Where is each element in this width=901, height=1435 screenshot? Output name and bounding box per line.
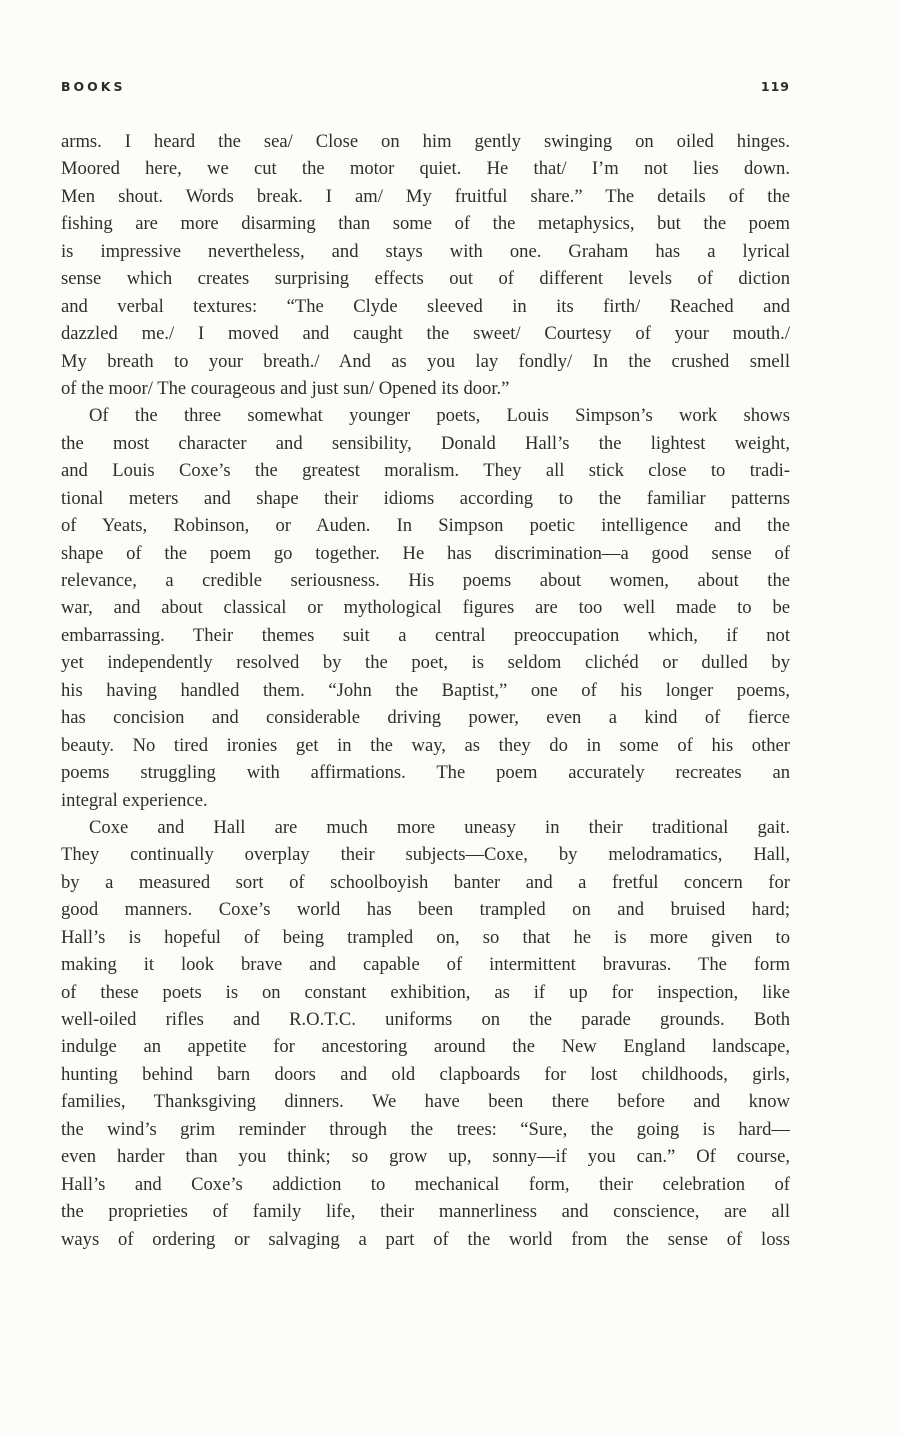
text-line: of these poets is on constant exhibition, as if up for inspection, like xyxy=(61,981,790,1003)
text-line: My breath to your breath./ And as you lay fondly/ In the crushed smell xyxy=(61,350,790,372)
paragraph xyxy=(61,814,790,1253)
paragraph xyxy=(61,402,790,814)
text-line: the most character and sensibility, Donald Hall’s the lightest weight, xyxy=(61,432,790,454)
text-line: yet independently resolved by the poet, is seldom clichéd or dulled by xyxy=(61,652,790,674)
text-line: is impressive nevertheless, and stays with one. Graham has a lyrical xyxy=(61,240,790,262)
text-line: integral experience. xyxy=(61,789,208,811)
text-line: of Yeats, Robinson, or Auden. In Simpson poetic intelligence and the xyxy=(61,515,790,537)
text-line: embarrassing. Their themes suit a central preoccupation which, if not xyxy=(61,624,790,646)
text-line: his having handled them. “John the Baptist,” one of his longer poems, xyxy=(61,679,790,701)
page-header xyxy=(61,79,790,101)
text-line: well-oiled rifles and R.O.T.C. uniforms on the parade grounds. Both xyxy=(61,1009,790,1030)
text-line: indulge an appetite for ancestoring around the New England landscape, xyxy=(61,1036,790,1058)
text-line: Coxe and Hall are much more uneasy in their traditional gait. xyxy=(89,816,790,838)
text-line: the wind’s grim reminder through the trees: “Sure, the going is hard— xyxy=(61,1118,790,1140)
text-line: Moored here, we cut the motor quiet. He that/ I’m not lies down. xyxy=(61,158,790,180)
text-line: Hall’s and Coxe’s addiction to mechanical form, their celebration of xyxy=(61,1173,790,1195)
text-line: arms. I heard the sea/ Close on him gently swinging on oiled hinges. xyxy=(61,131,790,152)
text-line: of the moor/ The courageous and just sun/ Opened its door.” xyxy=(61,377,510,399)
text-line: Men shout. Words break. I am/ My fruitful share.” The details of the xyxy=(61,185,790,207)
text-line: sense which creates surprising effects out of different levels of diction xyxy=(61,268,790,290)
text-line: by a measured sort of schoolboyish banter and a fretful concern for xyxy=(61,871,790,893)
running-head: BOOKS xyxy=(61,79,126,94)
text-line: good manners. Coxe’s world has been trampled on and bruised hard; xyxy=(61,899,790,921)
text-line: families, Thanksgiving dinners. We have been there before and know xyxy=(61,1091,790,1113)
text-line: even harder than you think; so grow up, sonny—if you can.” Of course, xyxy=(61,1146,790,1168)
text-line: dazzled me./ I moved and caught the sweet/ Courtesy of your mouth./ xyxy=(61,323,790,345)
text-line: tional meters and shape their idioms according to the familiar patterns xyxy=(61,487,790,509)
text-line: war, and about classical or mythological figures are too well made to be xyxy=(61,597,790,619)
text-line: relevance, a credible seriousness. His poems about women, about the xyxy=(61,570,790,591)
text-line: the proprieties of family life, their mannerliness and conscience, are all xyxy=(61,1201,790,1223)
page-number: 119 xyxy=(760,79,790,94)
text-line: making it look brave and capable of intermittent bravuras. The form xyxy=(61,954,790,976)
text-line: poems struggling with affirmations. The poem accurately recreates an xyxy=(61,762,790,784)
text-line: and Louis Coxe’s the greatest moralism. They all stick close to tradi- xyxy=(61,460,790,482)
text-line: hunting behind barn doors and old clapboards for lost childhoods, girls, xyxy=(61,1063,790,1085)
text-line: fishing are more disarming than some of the metaphysics, but the poem xyxy=(61,213,790,235)
text-line: Of the three somewhat younger poets, Louis Simpson’s work shows xyxy=(89,405,790,427)
text-line: shape of the poem go together. He has discrimination—a good sense of xyxy=(61,542,790,564)
text-line: has concision and considerable driving power, even a kind of fierce xyxy=(61,707,790,729)
text-line: beauty. No tired ironies get in the way, as they do in some of his other xyxy=(61,734,790,756)
text-line: ways of ordering or salvaging a part of the world from the sense of loss xyxy=(61,1228,790,1250)
paragraph xyxy=(61,128,790,402)
body-text xyxy=(61,128,790,1253)
text-line: They continually overplay their subjects—Coxe, by melodramatics, Hall, xyxy=(61,844,790,866)
text-line: and verbal textures: “The Clyde sleeved in its firth/ Reached and xyxy=(61,295,790,317)
text-line: Hall’s is hopeful of being trampled on, so that he is more given to xyxy=(61,926,790,948)
